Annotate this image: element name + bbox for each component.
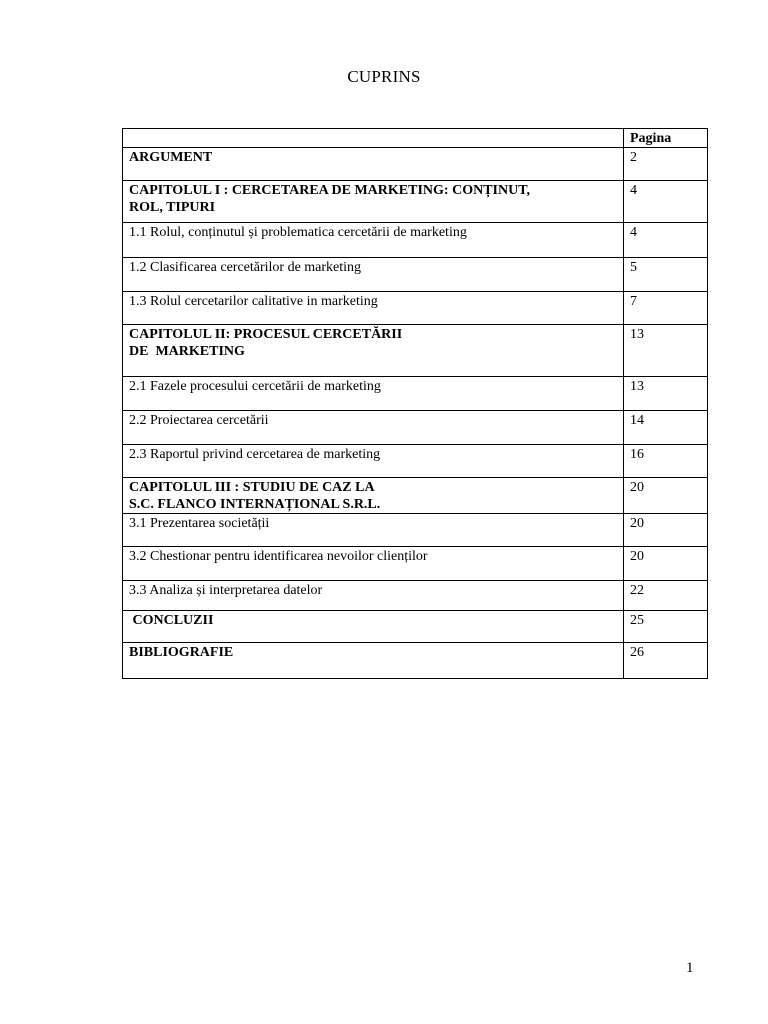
page-number: 1 <box>686 960 694 976</box>
toc-entry-title <box>123 148 624 181</box>
toc-row <box>123 445 708 478</box>
toc-row <box>123 325 708 377</box>
toc-entry-page: 13 <box>624 325 708 377</box>
toc-entry-line: 1.2 Clasificarea cercetărilor de marketing <box>129 260 362 275</box>
toc-entry-line: CONCLUZII <box>129 613 214 628</box>
toc-entry-title <box>123 258 624 292</box>
toc-entry-page: 4 <box>624 223 708 258</box>
toc-row <box>123 581 708 611</box>
toc-entry-page: 20 <box>624 547 708 581</box>
toc-entry-page: 16 <box>624 445 708 478</box>
toc-entry-title <box>123 325 624 377</box>
toc-entry-title <box>123 611 624 643</box>
toc-entry-line: BIBLIOGRAFIE <box>129 645 234 660</box>
table-of-contents <box>122 128 708 679</box>
toc-entry-line: 2.1 Fazele procesului cercetării de marketing <box>129 379 381 394</box>
toc-row <box>123 377 708 411</box>
toc-entry-line: 1.1 Rolul, conținutul și problematica cercetării de marketing <box>129 225 467 240</box>
toc-entry-title <box>123 181 624 223</box>
toc-entry-line: 1.3 Rolul cercetarilor calitative in marketing <box>129 294 378 309</box>
toc-row <box>123 292 708 325</box>
toc-entry-line: CAPITOLUL II: PROCESUL CERCETĂRII <box>129 327 403 342</box>
toc-row <box>123 223 708 258</box>
toc-header-page-label: Pagina <box>624 129 708 148</box>
toc-entry-line: 3.2 Chestionar pentru identificarea nevoilor clienților <box>129 549 428 564</box>
toc-entry-title <box>123 445 624 478</box>
toc-entry-line: CAPITOLUL I : CERCETAREA DE MARKETING: CONȚINUT, <box>129 183 530 198</box>
toc-entry-line: 3.3 Analiza și interpretarea datelor <box>129 583 323 598</box>
toc-entry-title <box>123 547 624 581</box>
toc-entry-line: ARGUMENT <box>129 150 213 165</box>
toc-entry-line: ROL, TIPURI <box>129 200 216 215</box>
toc-entry-page: 14 <box>624 411 708 445</box>
toc-row <box>123 514 708 547</box>
toc-entry-page: 20 <box>624 514 708 547</box>
toc-entry-page: 22 <box>624 581 708 611</box>
toc-entry-line: 2.3 Raportul privind cercetarea de marketing <box>129 447 381 462</box>
toc-entry-page: 13 <box>624 377 708 411</box>
toc-row <box>123 547 708 581</box>
toc-entry-line: CAPITOLUL III : STUDIU DE CAZ LA <box>129 480 375 495</box>
toc-entry-title <box>123 643 624 679</box>
toc-entry-title <box>123 478 624 514</box>
toc-entry-title <box>123 581 624 611</box>
toc-entry-page: 4 <box>624 181 708 223</box>
toc-entry-page: 5 <box>624 258 708 292</box>
toc-entry-page: 7 <box>624 292 708 325</box>
toc-header-row <box>123 129 708 148</box>
toc-entry-title <box>123 292 624 325</box>
toc-entry-page: 26 <box>624 643 708 679</box>
toc-row <box>123 411 708 445</box>
toc-entry-line: S.C. FLANCO INTERNAȚIONAL S.R.L. <box>129 497 381 512</box>
toc-row <box>123 611 708 643</box>
toc-row <box>123 181 708 223</box>
toc-entry-page: 20 <box>624 478 708 514</box>
toc-entry-title <box>123 514 624 547</box>
toc-entry-title <box>123 411 624 445</box>
toc-row <box>123 258 708 292</box>
document-title: CUPRINS <box>347 67 421 86</box>
toc-entry-line: 3.1 Prezentarea societății <box>129 516 270 531</box>
toc-entry-title <box>123 223 624 258</box>
toc-entry-title <box>123 377 624 411</box>
toc-entry-line: DE MARKETING <box>129 344 245 359</box>
toc-entry-page: 2 <box>624 148 708 181</box>
toc-header-section-cell <box>123 129 624 148</box>
toc-row <box>123 643 708 679</box>
toc-entry-line: 2.2 Proiectarea cercetării <box>129 413 269 428</box>
toc-row <box>123 148 708 181</box>
toc-row <box>123 478 708 514</box>
toc-entry-page: 25 <box>624 611 708 643</box>
